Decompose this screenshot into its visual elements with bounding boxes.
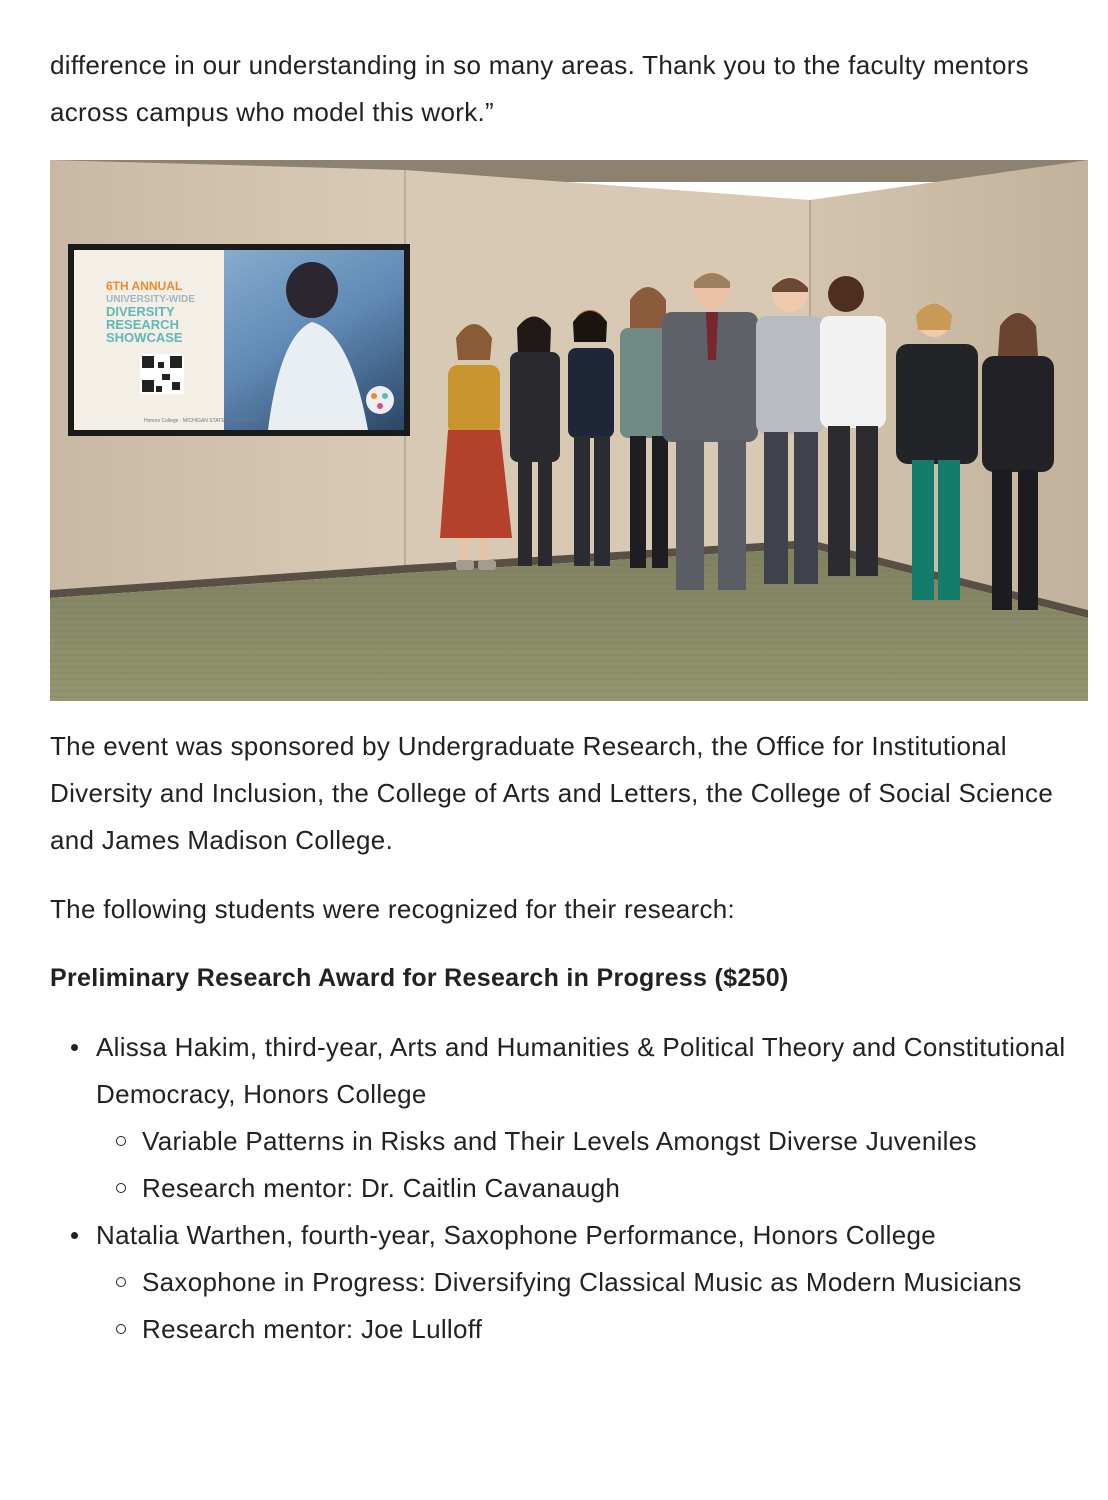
list-item	[96, 1212, 1087, 1353]
student-details	[96, 1259, 1087, 1353]
svg-text:UNIVERSITY-WIDE: UNIVERSITY-WIDE	[106, 294, 195, 305]
student-name: Alissa Hakim, third-year, Arts and Humanities & Political Theory and Constitutional Democracy, Honors College	[96, 1032, 1066, 1109]
recognized-paragraph: The following students were recognized for their research:	[50, 894, 736, 924]
student-details	[96, 1118, 1087, 1212]
svg-text:SHOWCASE: SHOWCASE	[106, 330, 183, 345]
student-name: Natalia Warthen, fourth-year, Saxophone Performance, Honors College	[96, 1220, 937, 1250]
event-group-photo	[50, 160, 1088, 701]
intro-paragraph: difference in our understanding in so many areas. Thank you to the faculty mentors across campus who model this work.”	[50, 50, 1029, 127]
project-title: Saxophone in Progress: Diversifying Classical Music as Modern Musicians	[142, 1259, 1087, 1306]
svg-text:6TH ANNUAL: 6TH ANNUAL	[106, 279, 183, 293]
research-mentor: Research mentor: Joe Lulloff	[142, 1306, 1087, 1353]
research-mentor: Research mentor: Dr. Caitlin Cavanaugh	[142, 1165, 1087, 1212]
svg-text:DIVERSITY: DIVERSITY	[106, 304, 175, 319]
student-list	[50, 1024, 1087, 1353]
sponsor-paragraph: The event was sponsored by Undergraduate Research, the Office for Institutional Diversity and Inclusion, the College of Arts and Letters, the College of Social Science and James Madison College.	[50, 731, 1054, 855]
qr-code	[140, 354, 184, 394]
list-item	[96, 1024, 1087, 1212]
award-heading: Preliminary Research Award for Research in Progress ($250)	[50, 964, 789, 992]
svg-text:Honors College · MICHIGAN STAT: Honors College · MICHIGAN STATE UNIVERSITY	[144, 418, 257, 424]
svg-text:RESEARCH: RESEARCH	[106, 317, 179, 332]
project-title: Variable Patterns in Risks and Their Levels Amongst Diverse Juveniles	[142, 1118, 1087, 1165]
